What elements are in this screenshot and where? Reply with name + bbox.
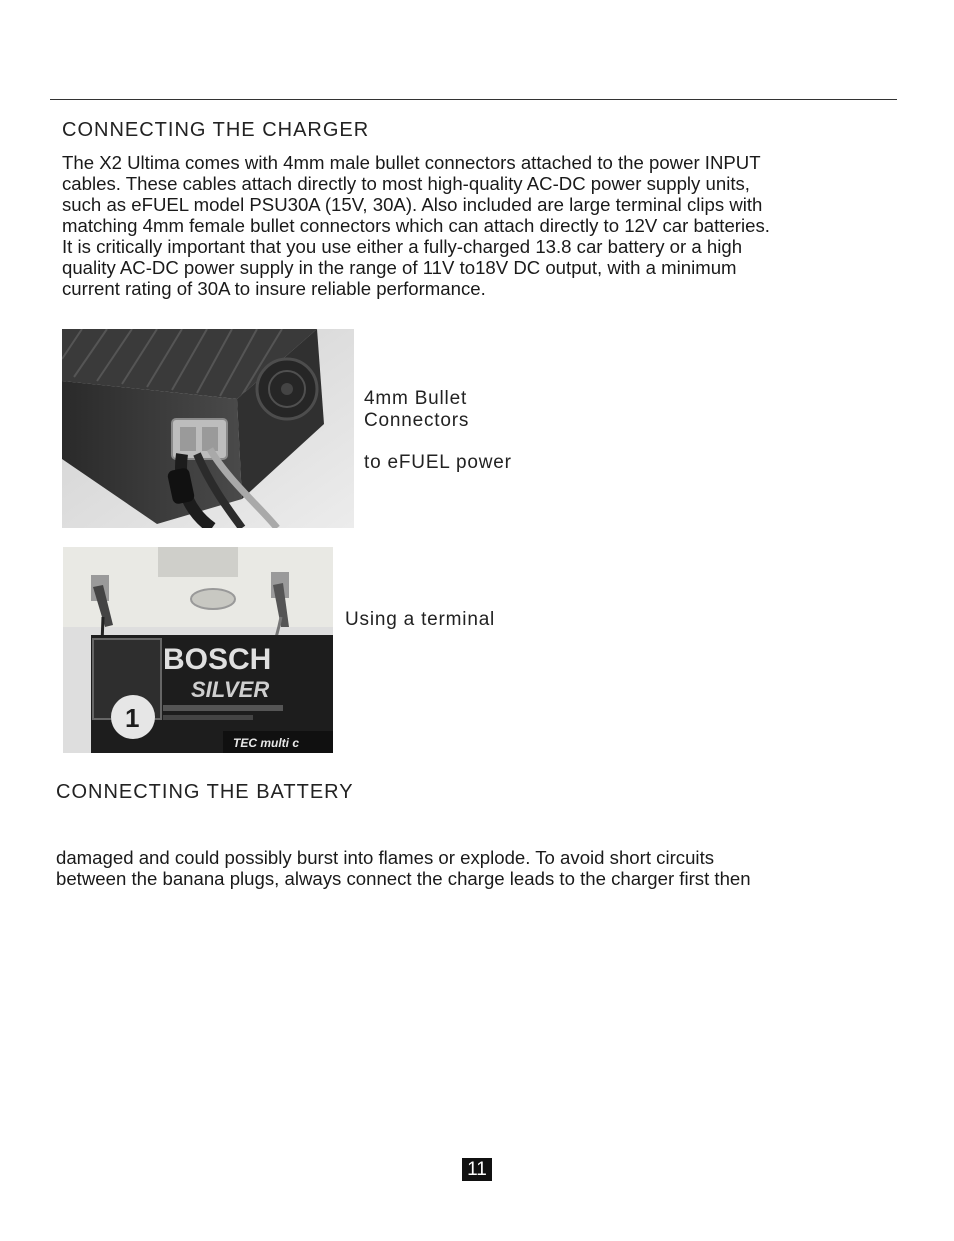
header-rule	[50, 99, 897, 100]
caption-line: 4mm Bullet	[364, 388, 468, 409]
paragraph-line: quality AC-DC power supply in the range of 11V to18V DC output, with a minimum	[62, 257, 737, 278]
paragraph-line: cables. These cables attach directly to most high-quality AC-DC power supply units,	[62, 173, 750, 194]
sticker-text: TEC multi c	[233, 736, 300, 750]
efuel-power-caption: to eFUEL power	[364, 452, 512, 473]
paragraph-line: current rating of 30A to insure reliable performance.	[62, 278, 486, 299]
page-number: 11	[462, 1158, 492, 1181]
paragraph-line: such as eFUEL model PSU30A (15V, 30A). Also included are large terminal clips with	[62, 194, 763, 215]
paragraph-line: damaged and could possibly burst into flames or explode. To avoid short circuits	[56, 847, 715, 868]
paragraph-line: matching 4mm female bullet connectors which can attach directly to 12V car batteries.	[62, 215, 770, 236]
charger-paragraph	[62, 152, 922, 299]
paragraph-line: It is critically important that you use either a fully-charged 13.8 car battery or a high	[62, 236, 743, 257]
section-title-connecting-battery: CONNECTING THE BATTERY	[56, 781, 354, 803]
caption-line: Connectors	[364, 410, 470, 431]
paragraph-line: between the banana plugs, always connect the charge leads to the charger first then	[56, 868, 751, 889]
battery-model-text: SILVER	[191, 677, 270, 702]
terminal-caption: Using a terminal	[345, 609, 496, 630]
paragraph-line: The X2 Ultima comes with 4mm male bullet connectors attached to the power INPUT	[62, 152, 761, 173]
section-title-connecting-charger: CONNECTING THE CHARGER	[62, 119, 370, 141]
svg-text:1: 1	[125, 703, 140, 733]
bullet-connectors-caption	[364, 388, 469, 432]
power-supply-photo	[62, 329, 354, 528]
car-battery-photo	[63, 547, 333, 753]
battery-paragraph	[56, 847, 916, 889]
battery-brand-text: BOSCH	[163, 643, 272, 676]
